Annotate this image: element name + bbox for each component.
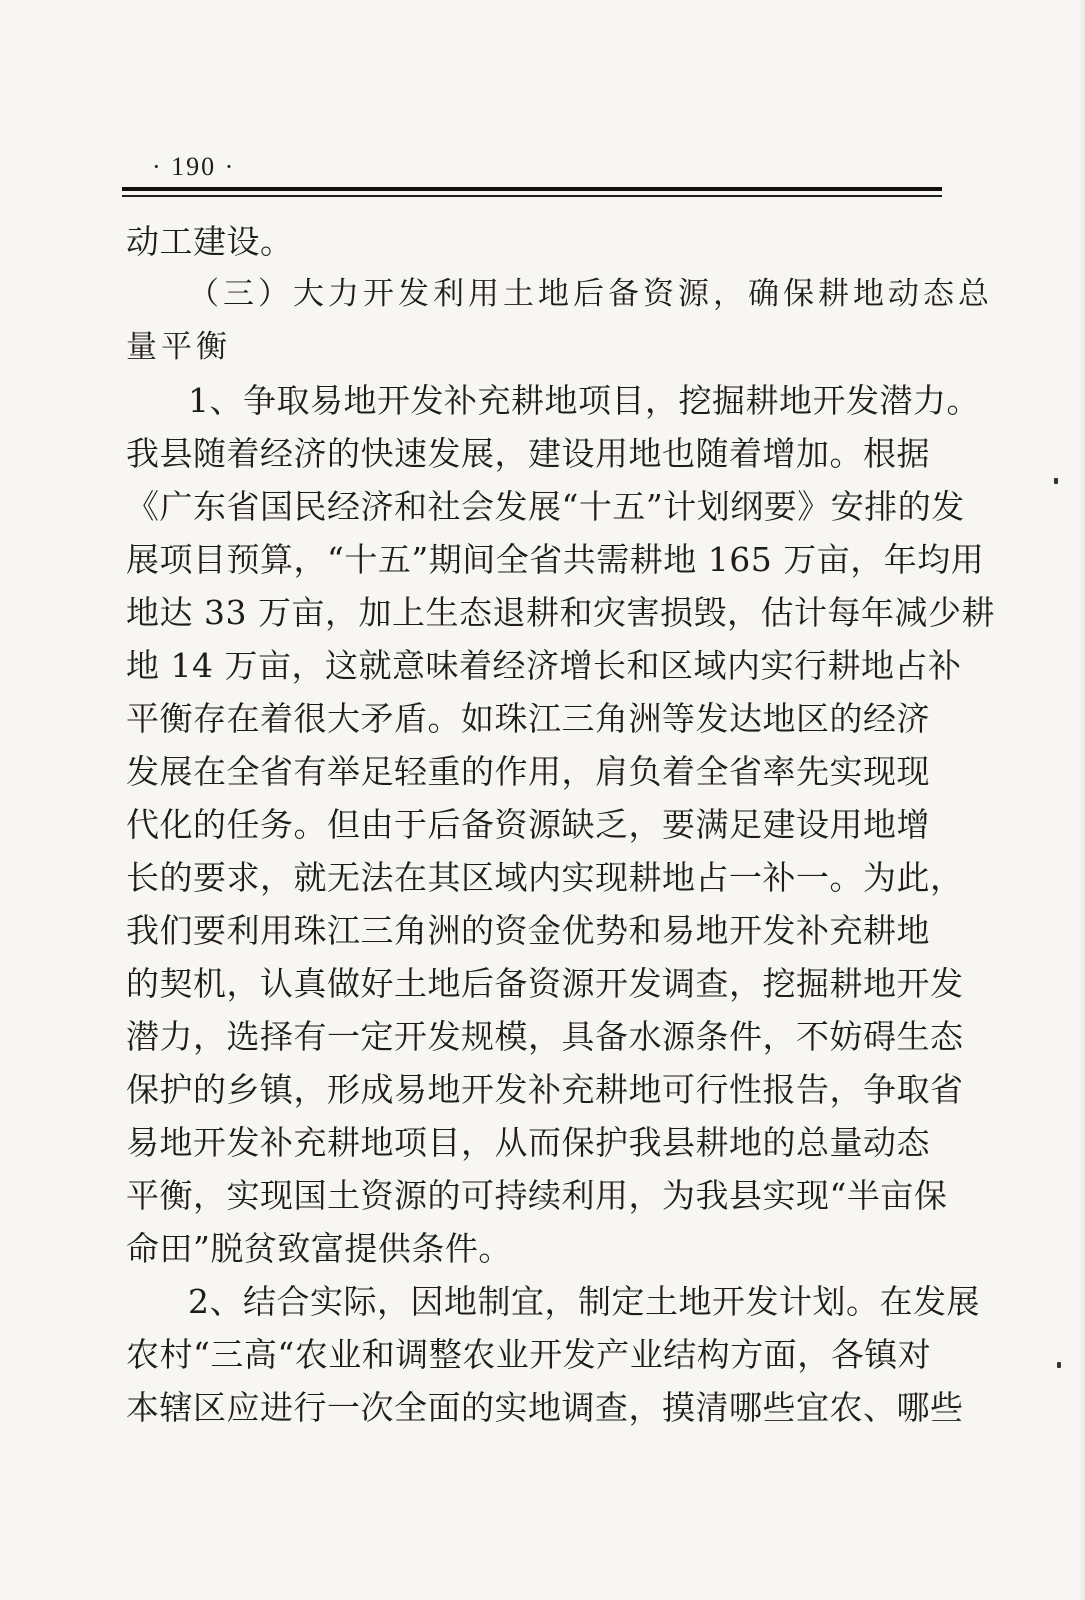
text-line: 地达 33 万亩，加上生态退耕和灾害损毁，估计每年减少耕 [126,593,995,632]
page-header [122,146,942,186]
text-line: 命田”脱贫致富提供条件。 [126,1229,512,1268]
text-line: 2、结合实际，因地制宜，制定土地开发计划。在发展 [188,1282,980,1321]
text-line: 平衡存在着很大矛盾。如珠江三角洲等发达地区的经济 [126,699,930,738]
header-rule-thin [122,195,942,197]
text-line: 发展在全省有举足轻重的作用，肩负着全省率先实现现 [126,752,930,791]
scan-edge-shadow [1079,0,1085,1600]
text-line: 动工建设。 [126,222,294,261]
page-number: · 190 · [152,152,236,181]
text-line: 展项目预算，“十五”期间全省共需耕地 165 万亩，年均用 [126,540,985,579]
text-line: 我县随着经济的快速发展，建设用地也随着增加。根据 [126,434,930,473]
text-line: 的契机，认真做好土地后备资源开发调查，挖掘耕地开发 [126,964,964,1003]
text-line: 易地开发补充耕地项目，从而保护我县耕地的总量动态 [126,1123,930,1162]
text-line: 代化的任务。但由于后备资源缺乏，要满足建设用地增 [126,805,930,844]
text-line: 1、争取易地开发补充耕地项目，挖掘耕地开发潜力。 [188,381,980,420]
text-line: 长的要求，就无法在其区域内实现耕地占一补一。为此， [126,858,964,897]
header-rule-thick [122,187,942,191]
text-line: 潜力，选择有一定开发规模，具备水源条件，不妨碍生态 [126,1017,964,1056]
section-heading-line: 量平衡 [126,329,231,365]
text-line: 农村“三高“农业和调整农业开发产业结构方面，各镇对 [126,1335,932,1374]
text-line: 本辖区应进行一次全面的实地调查，摸清哪些宜农、哪些 [126,1388,964,1427]
text-line: 我们要利用珠江三角洲的资金优势和易地开发补充耕地 [126,911,930,950]
body-text [126,215,995,1434]
text-line: 保护的乡镇，形成易地开发补充耕地可行性报告，争取省 [126,1070,964,1109]
scan-speck [1057,1362,1061,1368]
section-heading-line: （三）大力开发利用土地后备资源，确保耕地动态总 [188,276,993,312]
text-line: 《广东省国民经济和社会发展“十五”计划纲要》安排的发 [126,487,965,526]
text-line: 地 14 万亩，这就意味着经济增长和区域内实行耕地占补 [126,646,962,685]
scan-speck [1054,478,1058,484]
text-line: 平衡，实现国土资源的可持续利用，为我县实现“半亩保 [126,1176,948,1215]
